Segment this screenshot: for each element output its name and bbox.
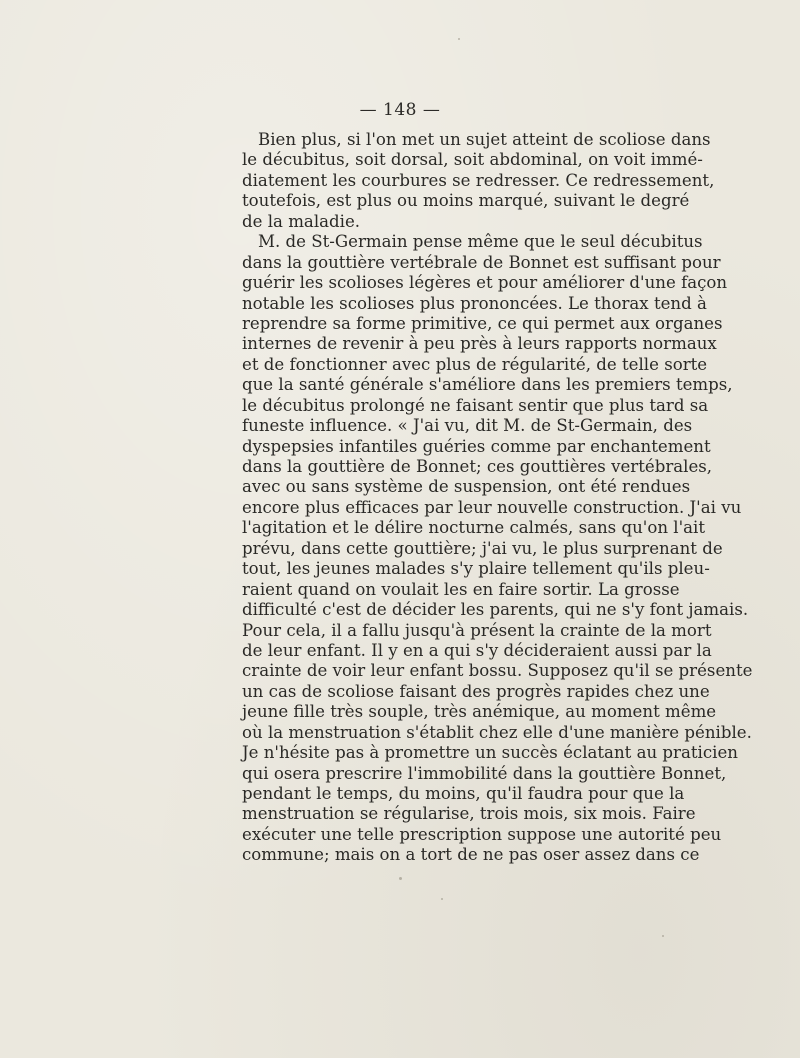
text-line: diatement les courbures se redresser. Ce redressement,: [242, 170, 715, 190]
text-line: le décubitus, soit dorsal, soit abdominal, on voit immé-: [242, 150, 703, 170]
text-line: jeune fille très souple, très anémique, au moment même: [242, 702, 717, 722]
text-line: raient quand on voulait les en faire sortir. La grosse: [242, 579, 680, 599]
paper-speck: [458, 38, 460, 40]
page-number: — 148 —: [359, 100, 441, 120]
text-line: que la santé générale s'améliore dans les premiers temps,: [242, 375, 733, 395]
text-line: le décubitus prolongé ne faisant sentir que plus tard sa: [242, 395, 709, 415]
text-line: prévu, dans cette gouttière; j'ai vu, le plus surprenant de: [242, 538, 723, 558]
text-line: l'agitation et le délire nocturne calmés, sans qu'on l'ait: [242, 518, 706, 538]
text-line: et de fonctionner avec plus de régularité, de telle sorte: [242, 354, 708, 374]
text-line: menstruation se régularise, trois mois, six mois. Faire: [242, 804, 696, 824]
text-line: de la maladie.: [242, 211, 361, 231]
text-line: tout, les jeunes malades s'y plaire tellement qu'ils pleu-: [242, 559, 710, 579]
text-line: funeste influence. « J'ai vu, dit M. de St-Germain, des: [242, 416, 693, 436]
text-line: reprendre sa forme primitive, ce qui permet aux organes: [242, 313, 723, 333]
text-line: pendant le temps, du moins, qu'il faudra pour que la: [242, 784, 685, 803]
text-line: difficulté c'est de décider les parents, qui ne s'y font jamais.: [242, 600, 749, 620]
text-line: dans la gouttière vertébrale de Bonnet est suffisant pour: [242, 252, 721, 272]
text-line: de leur enfant. Il y en a qui s'y décideraient aussi par la: [242, 640, 712, 660]
text-line: Bien plus, si l'on met un sujet atteint de scoliose dans: [258, 130, 711, 149]
text-line: notable les scolioses plus prononcées. Le thorax tend à: [242, 293, 707, 313]
paper-speck: [441, 898, 443, 900]
text-line: avec ou sans système de suspension, ont été rendues: [242, 477, 691, 497]
text-line: M. de St-Germain pense même que le seul décubitus: [258, 232, 703, 252]
text-line: un cas de scoliose faisant des progrès rapides chez une: [242, 681, 710, 701]
text-line: qui osera prescrire l'immobilité dans la gouttière Bonnet,: [242, 763, 727, 783]
text-line: où la menstruation s'établit chez elle d'une manière pénible.: [242, 722, 752, 742]
text-line: internes de revenir à peu près à leurs rapports normaux: [242, 334, 717, 354]
text-line: Pour cela, il a fallu jusqu'à présent la crainte de la mort: [242, 620, 712, 640]
text-line: dyspepsies infantiles guéries comme par enchantement: [242, 436, 711, 456]
text-line: exécuter une telle prescription suppose une autorité peu: [242, 824, 722, 844]
text-line: commune; mais on a tort de ne pas oser assez dans ce: [242, 845, 700, 865]
text-line: Je n'hésite pas à promettre un succès éclatant au praticien: [242, 743, 738, 763]
paragraph-2: [242, 232, 753, 866]
text-line: guérir les scolioses légères et pour améliorer d'une façon: [242, 273, 728, 293]
paper-speck: [399, 877, 402, 880]
body-text: [242, 130, 753, 866]
text-line: dans la gouttière de Bonnet; ces gouttières vertébrales,: [242, 457, 713, 476]
text-line: crainte de voir leur enfant bossu. Supposez qu'il se présente: [242, 661, 753, 681]
paragraph-1: [242, 130, 715, 232]
paper-speck: [662, 935, 664, 937]
text-line: encore plus efficaces par leur nouvelle construction. J'ai vu: [242, 497, 742, 517]
text-line: toutefois, est plus ou moins marqué, suivant le degré: [242, 191, 690, 211]
